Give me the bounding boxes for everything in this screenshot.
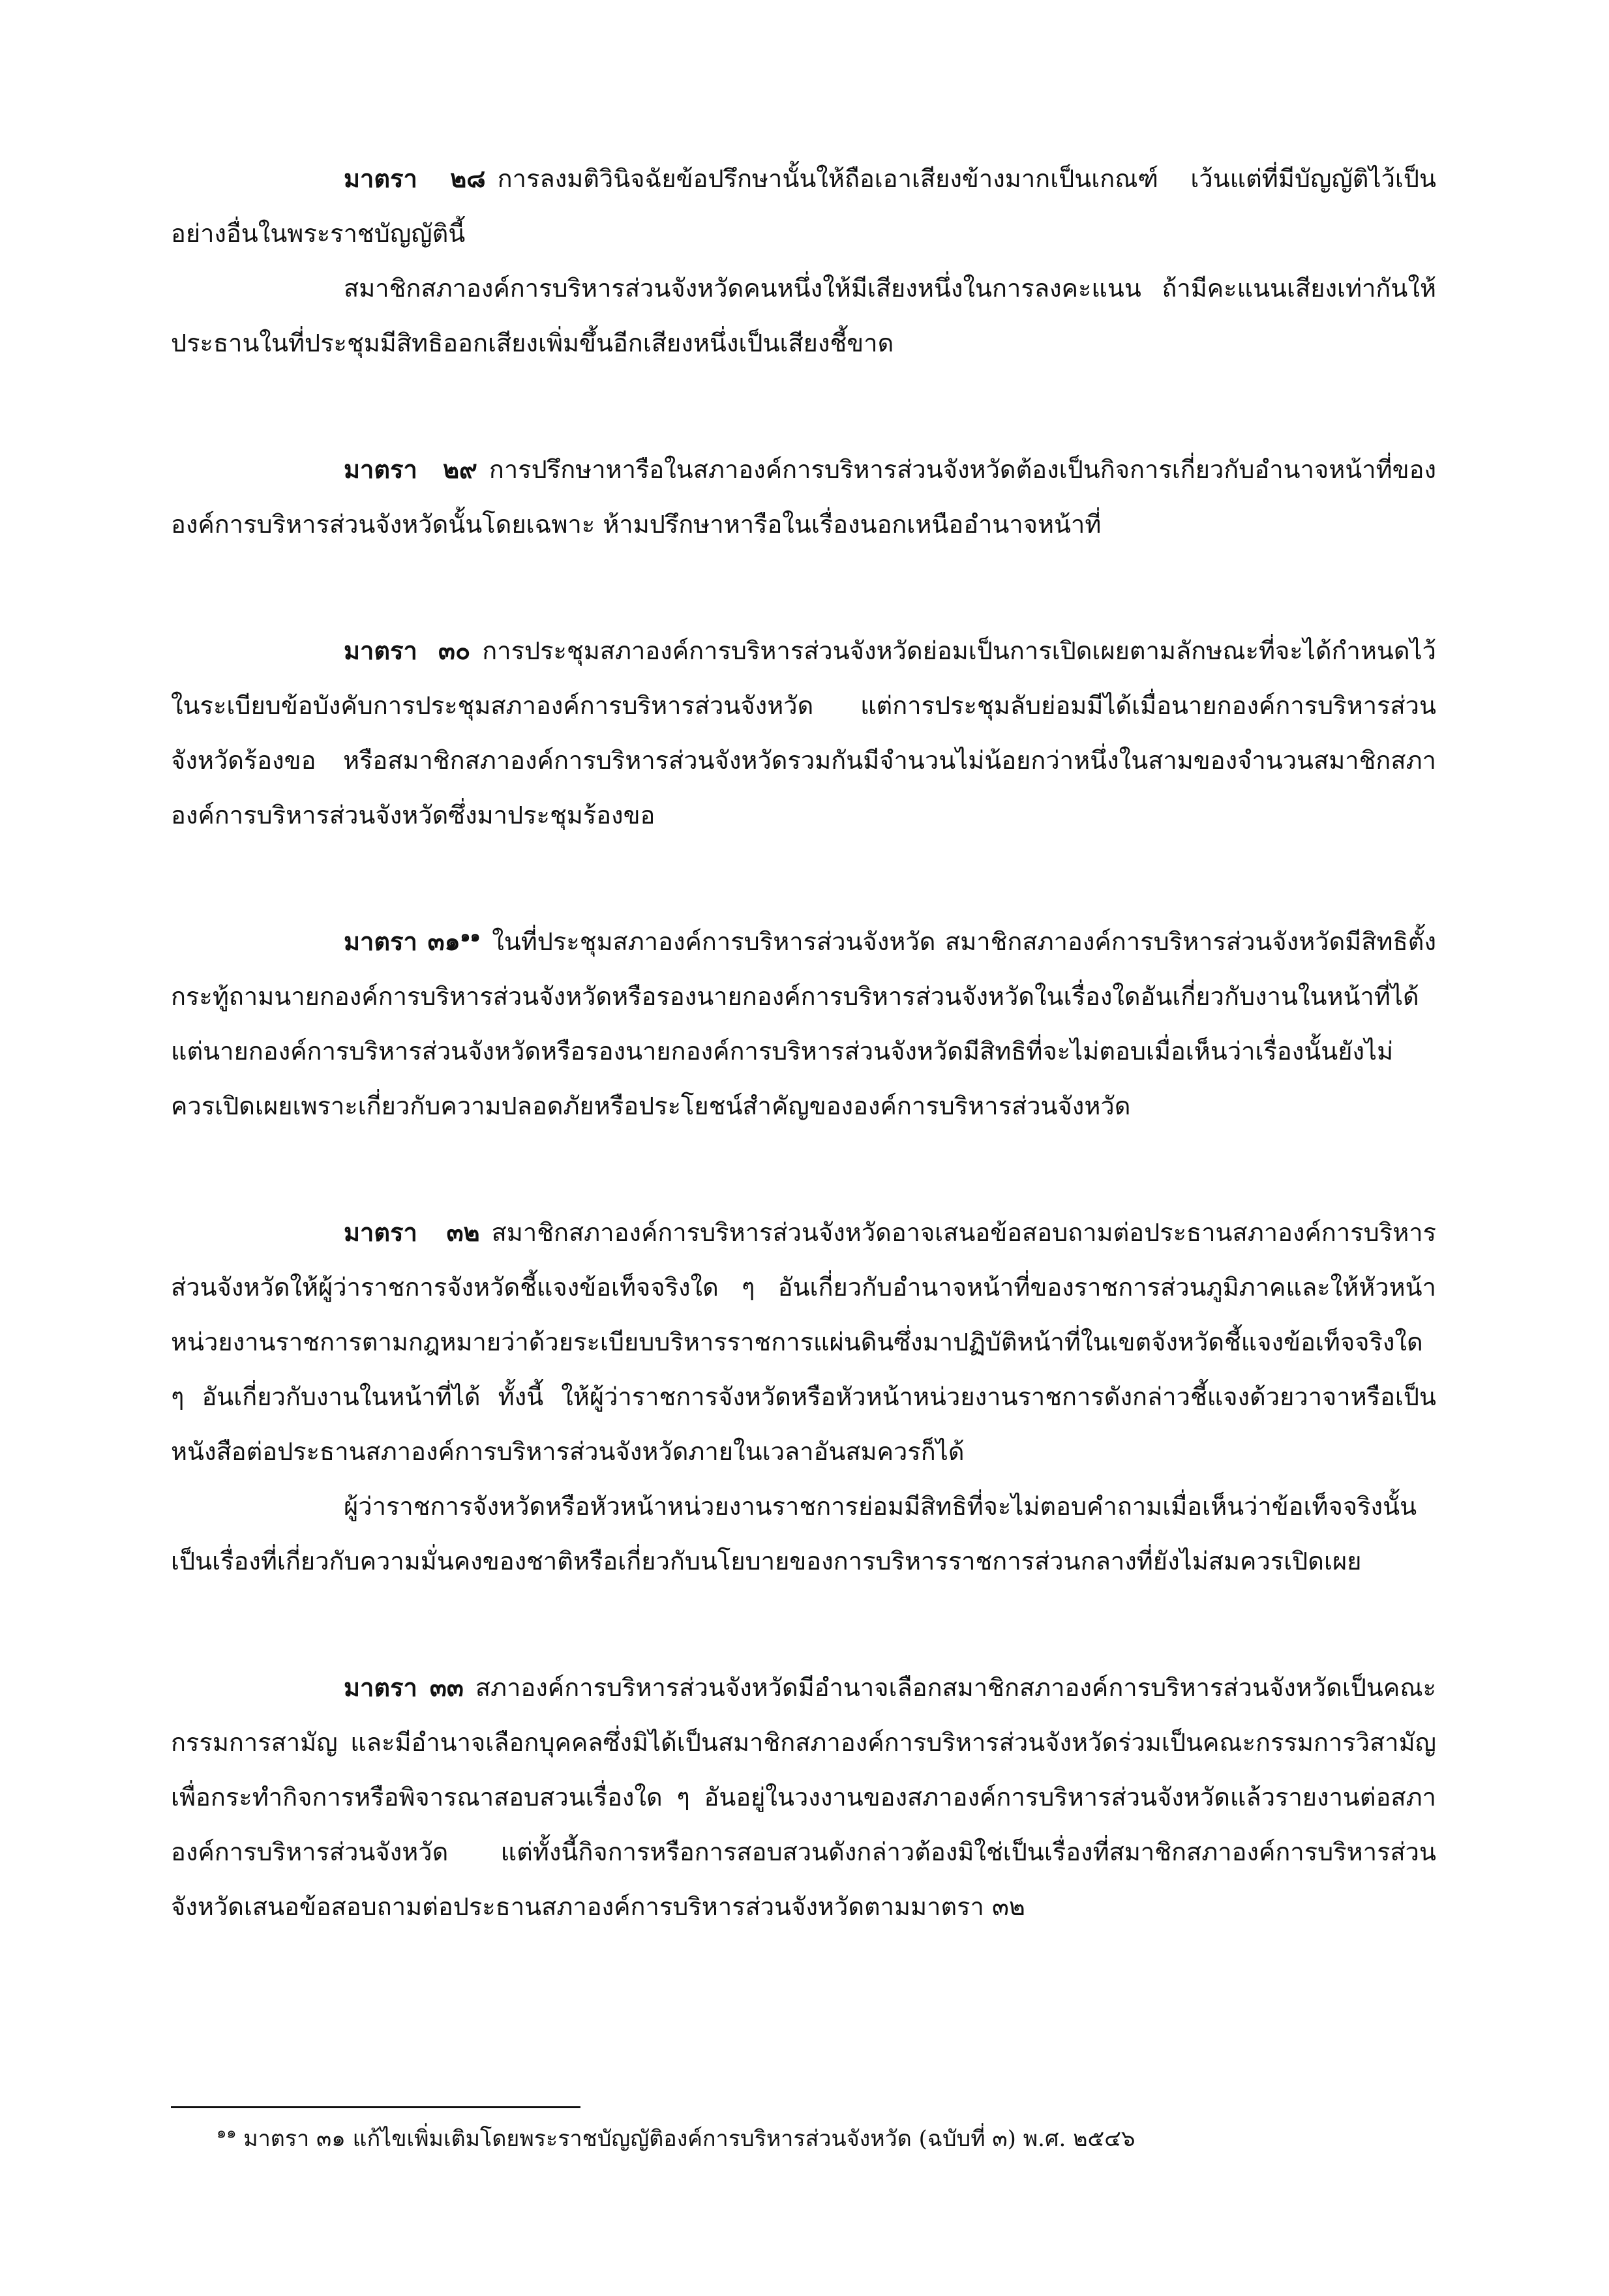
section-heading [344,927,480,956]
section-heading: มาตรา ๓๐ [344,636,471,665]
section-heading: มาตรา ๓๒ [344,1217,480,1247]
footnote-reference: ๑๑ [460,926,481,946]
paragraph-text: สภาองค์การบริหารส่วนจังหวัดมีอำนาจเลือกสมาชิกสภาองค์การบริหารส่วนจังหวัดเป็นคณะกรรมการสามัญ และมีอำนาจเลือกบุคคลซึ่งมิได้เป็นสมาชิกสภาองค์การบริหารส่วนจังหวัดร่วมเป็นคณะกรรมการวิสามัญเพื่อกระทำกิจการหรือพิจารณาสอบสวนเรื่องใด ๆ อันอยู่ในวงงานของสภาองค์การบริหารส่วนจังหวัดแล้วรายงานต่อสภาองค์การบริหารส่วนจังหวัด แต่ทั้งนี้กิจการหรือการสอบสวนดังกล่าวต้องมิใช่เป็นเรื่องที่สมาชิกสภาองค์การบริหารส่วนจังหวัดเสนอข้อสอบถามต่อประธานสภาองค์การบริหารส่วนจังหวัดตามมาตรา ๓๒ [171,1673,1436,1921]
paragraph-text: การปรึกษาหารือในสภาองค์การบริหารส่วนจังหวัดต้องเป็นกิจการเกี่ยวกับอำนาจหน้าที่ขององค์การบริหารส่วนจังหวัดนั้นโดยเฉพาะ ห้ามปรึกษาหารือในเรื่องนอกเหนืออำนาจหน้าที่ [171,455,1436,539]
paragraph-text: สมาชิกสภาองค์การบริหารส่วนจังหวัดคนหนึ่งให้มีเสียงหนึ่งในการลงคะแนน ถ้ามีคะแนนเสียงเท่ากันให้ประธานในที่ประชุมมีสิทธิออกเสียงเพิ่มขึ้นอีกเสียงหนึ่งเป็นเสียงชี้ขาด [171,274,1436,357]
section-heading-text: มาตรา ๓๑ [344,927,460,956]
paragraph-text: การประชุมสภาองค์การบริหารส่วนจังหวัดย่อมเป็นการเปิดเผยตามลักษณะที่จะได้กำหนดไว้ในระเบียบข้อบังคับการประชุมสภาองค์การบริหารส่วนจังหวัด แต่การประชุมลับย่อมมีได้เมื่อนายกองค์การบริหารส่วนจังหวัดร้องขอ หรือสมาชิกสภาองค์การบริหารส่วนจังหวัดรวมกันมีจำนวนไม่น้อยกว่าหนึ่งในสามของจำนวนสมาชิกสภาองค์การบริหารส่วนจังหวัดซึ่งมาประชุมร้องขอ [171,636,1436,829]
section-heading: มาตรา ๓๓ [344,1673,464,1702]
footnote-divider [171,2106,580,2108]
section-30 [171,623,1436,842]
section-32 [171,1205,1436,1588]
paragraph-text: การลงมติวินิจฉัยข้อปรึกษานั้นให้ถือเอาเสียงข้างมากเป็นเกณฑ์ เว้นแต่ที่มีบัญญัติไว้เป็นอย่างอื่นในพระราชบัญญัตินี้ [171,164,1436,248]
section-heading: มาตรา ๒๘ [344,164,486,193]
section-29 [171,442,1436,552]
section-28 [171,151,1436,370]
paragraph-text: สมาชิกสภาองค์การบริหารส่วนจังหวัดอาจเสนอข้อสอบถามต่อประธานสภาองค์การบริหารส่วนจังหวัดให้ผู้ว่าราชการจังหวัดชี้แจงข้อเท็จจริงใด ๆ อันเกี่ยวกับอำนาจหน้าที่ของราชการส่วนภูมิภาคและให้หัวหน้าหน่วยงานราชการตามกฎหมายว่าด้วยระเบียบบริหารราชการแผ่นดินซึ่งมาปฏิบัติหน้าที่ในเขตจังหวัดชี้แจงข้อเท็จจริงใด ๆ อันเกี่ยวกับงานในหน้าที่ได้ ทั้งนี้ ให้ผู้ว่าราชการจังหวัดหรือหัวหน้าหน่วยงานราชการดังกล่าวชี้แจงด้วยวาจาหรือเป็นหนังสือต่อประธานสภาองค์การบริหารส่วนจังหวัดภายในเวลาอันสมควรก็ได้ [171,1218,1436,1466]
section-paragraph [171,623,1436,842]
footnote-mark: ๑๑ [217,2123,237,2142]
paragraph-text: ผู้ว่าราชการจังหวัดหรือหัวหน้าหน่วยงานราชการย่อมมีสิทธิที่จะไม่ตอบคำถามเมื่อเห็นว่าข้อเท็จจริงนั้นเป็นเรื่องที่เกี่ยวกับความมั่นคงของชาติหรือเกี่ยวกับนโยบายของการบริหารราชการส่วนกลางที่ยังไม่สมควรเปิดเผย [171,1492,1417,1575]
section-paragraph [171,151,1436,261]
document-body [171,151,1436,2006]
section-31 [171,914,1436,1133]
section-paragraph [171,1479,1436,1588]
footnote [217,2119,1436,2158]
section-paragraph [171,442,1436,552]
section-33 [171,1660,1436,1934]
section-paragraph [171,1660,1436,1934]
section-heading: มาตรา ๒๙ [344,455,477,484]
section-paragraph [171,1205,1436,1479]
paragraph-text: ในที่ประชุมสภาองค์การบริหารส่วนจังหวัด สมาชิกสภาองค์การบริหารส่วนจังหวัดมีสิทธิตั้งกระทู้ถามนายกองค์การบริหารส่วนจังหวัดหรือรองนายกองค์การบริหารส่วนจังหวัดในเรื่องใดอันเกี่ยวกับงานในหน้าที่ได้ แต่นายกองค์การบริหารส่วนจังหวัดหรือรองนายกองค์การบริหารส่วนจังหวัดมีสิทธิที่จะไม่ตอบเมื่อเห็นว่าเรื่องนั้นยังไม่ควรเปิดเผยเพราะเกี่ยวกับความปลอดภัยหรือประโยชน์สำคัญขององค์การบริหารส่วนจังหวัด [171,927,1437,1120]
section-paragraph [171,261,1436,370]
footnote-text: มาตรา ๓๑ แก้ไขเพิ่มเติมโดยพระราชบัญญัติองค์การบริหารส่วนจังหวัด (ฉบับที่ ๓) พ.ศ. ๒๕๔๖ [243,2126,1135,2152]
section-paragraph [171,914,1436,1133]
